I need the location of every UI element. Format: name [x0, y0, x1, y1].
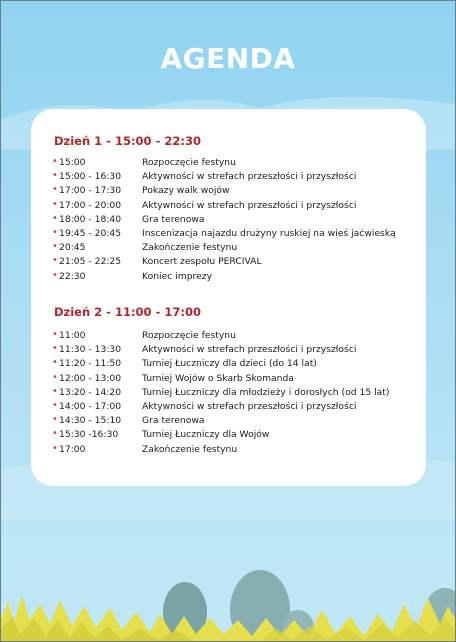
schedule-description: Turniej Łuczniczy dla młodzieży i dorosłych (od 15 lat): [142, 386, 390, 398]
schedule-row: [52, 256, 422, 270]
schedule-row: [52, 157, 422, 171]
schedule-time: 17:00: [59, 443, 86, 455]
schedule-row: [52, 444, 422, 458]
bullet-icon: •: [52, 442, 58, 454]
schedule-row: [52, 214, 422, 228]
schedule-description: Turniej Łuczniczy dla dzieci (do 14 lat): [142, 358, 317, 370]
schedule-row: [52, 171, 422, 185]
schedule-description: Gra terenowa: [142, 415, 205, 427]
bullet-icon: •: [52, 241, 58, 253]
schedule-row: [52, 387, 422, 401]
schedule-time: 11:00: [59, 330, 86, 341]
page-title: AGENDA: [160, 42, 296, 75]
schedule-time: 14:30 - 15:10: [59, 415, 122, 427]
schedule-row: [52, 330, 422, 344]
schedule-time: 17:00 - 17:30: [59, 185, 122, 197]
schedule-time: 15:30 -16:30: [59, 429, 119, 441]
bullet-icon: •: [52, 227, 58, 238]
schedule-description: Koniec imprezy: [142, 270, 213, 282]
schedule-description: Aktywności w strefach przeszłości i przyszłości: [142, 344, 357, 356]
schedule-row: [52, 358, 422, 372]
bullet-icon: •: [52, 371, 58, 383]
bullet-icon: •: [52, 343, 58, 355]
schedule-time: 14:00 - 17:00: [59, 401, 122, 412]
bullet-icon: •: [52, 329, 58, 340]
schedule-time: 22:30: [59, 270, 86, 282]
schedule-description: Rozpoczęcie festynu: [142, 157, 236, 168]
schedule-row: [52, 429, 422, 443]
bullet-icon: •: [52, 198, 58, 210]
schedule-row: [52, 271, 422, 285]
schedule-time: 11:30 - 13:30: [59, 344, 122, 356]
bullet-icon: •: [52, 414, 58, 426]
schedule-time: 19:45 - 20:45: [59, 228, 122, 239]
bullet-icon: •: [52, 428, 58, 440]
bullet-icon: •: [52, 212, 58, 224]
bullet-icon: •: [52, 170, 58, 182]
schedule-description: Zakończenie festynu: [142, 443, 238, 455]
day-1-heading: Dzień 1 - 15:00 - 22:30: [54, 134, 201, 148]
schedule-time: 15:00: [59, 157, 86, 168]
schedule-row: [52, 228, 422, 242]
schedule-description: Rozpoczęcie festynu: [142, 330, 236, 341]
schedule-description: Zakończenie festynu: [142, 242, 238, 254]
schedule-row: [52, 185, 422, 199]
schedule-time: 17:00 - 20:00: [59, 199, 122, 211]
schedule-time: 15:00 - 16:30: [59, 171, 122, 183]
bullet-icon: •: [52, 255, 58, 267]
schedule-description: Aktywności w strefach przeszłości i przyszłości: [142, 199, 357, 211]
schedule-description: Aktywności w strefach przeszłości i przyszłości: [142, 171, 357, 183]
schedule-row: [52, 415, 422, 429]
schedule-description: Gra terenowa: [142, 213, 205, 225]
schedule-description: Turniej Łuczniczy dla Wojów: [142, 429, 270, 441]
schedule-row: [52, 401, 422, 415]
bullet-icon: •: [52, 400, 58, 411]
bullet-icon: •: [52, 156, 58, 167]
schedule-row: [52, 242, 422, 256]
schedule-row: [52, 373, 422, 387]
bullet-icon: •: [52, 184, 58, 196]
schedule-time: 20:45: [59, 242, 86, 254]
schedule-time: 21:05 - 22:25: [59, 256, 122, 268]
schedule-description: Koncert zespołu PERCIVAL: [142, 256, 262, 268]
bullet-icon: •: [52, 357, 58, 369]
schedule-description: Turniej Wojów o Skarb Skomanda: [142, 372, 294, 384]
schedule-time: 11:20 - 11:50: [59, 358, 122, 370]
bullet-icon: •: [52, 269, 58, 281]
schedule-row: [52, 200, 422, 214]
day-2-heading: Dzień 2 - 11:00 - 17:00: [54, 305, 201, 319]
schedule-time: 13:20 - 14:20: [59, 386, 122, 398]
schedule-time: 12:00 - 13:00: [59, 372, 122, 384]
bullet-icon: •: [52, 385, 58, 397]
schedule-description: Aktywności w strefach przeszłości i przyszłości: [142, 401, 357, 412]
schedule-time: 18:00 - 18:40: [59, 213, 122, 225]
schedule-row: [52, 344, 422, 358]
schedule-description: Inscenizacja najazdu drużyny ruskiej na wieś jaćwieską: [142, 228, 396, 239]
schedule-description: Pokazy walk wojów: [142, 185, 230, 197]
